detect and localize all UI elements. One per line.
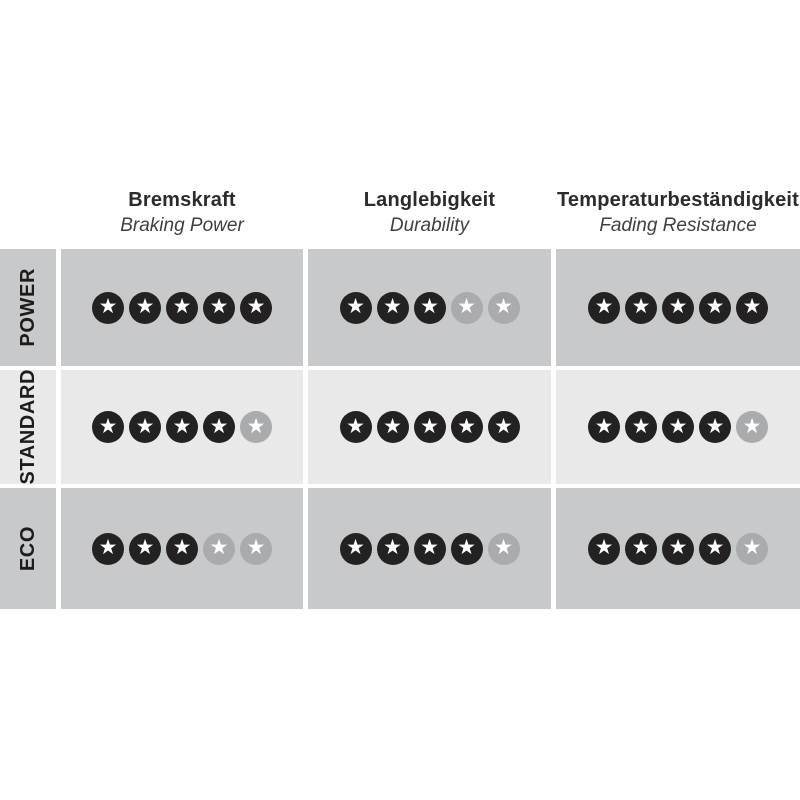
star-filled-icon: ★ — [625, 292, 657, 324]
star-filled-icon: ★ — [625, 411, 657, 443]
cell-standard-durability — [308, 370, 551, 484]
star-filled-icon: ★ — [92, 292, 124, 324]
row-label-eco — [0, 488, 56, 609]
ratings-grid — [0, 249, 800, 609]
star-filled-icon: ★ — [451, 411, 483, 443]
row-label-text: ECO — [16, 525, 39, 572]
star-filled-icon: ★ — [166, 411, 198, 443]
star-filled-icon: ★ — [377, 533, 409, 565]
star-filled-icon: ★ — [166, 533, 198, 565]
star-filled-icon: ★ — [377, 411, 409, 443]
star-rating — [92, 411, 272, 443]
star-filled-icon: ★ — [588, 292, 620, 324]
star-empty-icon: ★ — [240, 533, 272, 565]
star-rating — [340, 533, 520, 565]
star-filled-icon: ★ — [129, 292, 161, 324]
cell-power-braking — [61, 249, 303, 366]
cell-power-fading — [556, 249, 800, 366]
star-empty-icon: ★ — [203, 533, 235, 565]
star-filled-icon: ★ — [92, 411, 124, 443]
column-title-de: Temperaturbeständigkeit — [556, 189, 800, 211]
column-title-de: Langlebigkeit — [363, 189, 496, 211]
star-filled-icon: ★ — [699, 411, 731, 443]
star-rating — [340, 292, 520, 324]
star-filled-icon: ★ — [662, 533, 694, 565]
star-filled-icon: ★ — [588, 533, 620, 565]
star-filled-icon: ★ — [340, 533, 372, 565]
star-filled-icon: ★ — [414, 292, 446, 324]
comparison-table — [0, 188, 800, 609]
star-filled-icon: ★ — [662, 411, 694, 443]
star-empty-icon: ★ — [451, 292, 483, 324]
star-empty-icon: ★ — [240, 411, 272, 443]
star-empty-icon: ★ — [736, 411, 768, 443]
star-filled-icon: ★ — [699, 533, 731, 565]
star-empty-icon: ★ — [488, 292, 520, 324]
column-header-fading-resistance — [556, 188, 800, 238]
star-empty-icon: ★ — [736, 533, 768, 565]
star-filled-icon: ★ — [414, 411, 446, 443]
star-filled-icon: ★ — [414, 533, 446, 565]
cell-eco-braking — [61, 488, 303, 609]
star-filled-icon: ★ — [588, 411, 620, 443]
star-filled-icon: ★ — [625, 533, 657, 565]
column-header-durability — [308, 188, 551, 238]
column-title-en: Braking Power — [120, 215, 244, 236]
star-filled-icon: ★ — [340, 411, 372, 443]
star-filled-icon: ★ — [129, 533, 161, 565]
star-filled-icon: ★ — [240, 292, 272, 324]
star-rating — [92, 533, 272, 565]
header-spacer — [0, 188, 56, 238]
cell-eco-fading — [556, 488, 800, 609]
star-rating — [588, 533, 768, 565]
star-filled-icon: ★ — [92, 533, 124, 565]
star-filled-icon: ★ — [203, 411, 235, 443]
star-filled-icon: ★ — [129, 411, 161, 443]
star-filled-icon: ★ — [377, 292, 409, 324]
cell-eco-durability — [308, 488, 551, 609]
row-label-text: STANDARD — [16, 369, 39, 485]
star-rating — [92, 292, 272, 324]
star-filled-icon: ★ — [451, 533, 483, 565]
row-label-text: POWER — [16, 268, 39, 347]
star-filled-icon: ★ — [488, 411, 520, 443]
column-title-de: Bremskraft — [128, 189, 236, 211]
column-header-braking-power — [61, 188, 303, 238]
star-filled-icon: ★ — [340, 292, 372, 324]
star-empty-icon: ★ — [488, 533, 520, 565]
star-rating — [340, 411, 520, 443]
cell-standard-braking — [61, 370, 303, 484]
star-filled-icon: ★ — [166, 292, 198, 324]
star-filled-icon: ★ — [736, 292, 768, 324]
star-rating — [588, 292, 768, 324]
star-rating — [588, 411, 768, 443]
cell-power-durability — [308, 249, 551, 366]
column-title-en: Fading Resistance — [599, 215, 757, 236]
star-filled-icon: ★ — [203, 292, 235, 324]
star-filled-icon: ★ — [699, 292, 731, 324]
column-headers — [0, 188, 800, 238]
column-title-en: Durability — [389, 215, 470, 236]
star-filled-icon: ★ — [662, 292, 694, 324]
row-label-standard — [0, 370, 56, 484]
cell-standard-fading — [556, 370, 800, 484]
row-label-power — [0, 249, 56, 366]
